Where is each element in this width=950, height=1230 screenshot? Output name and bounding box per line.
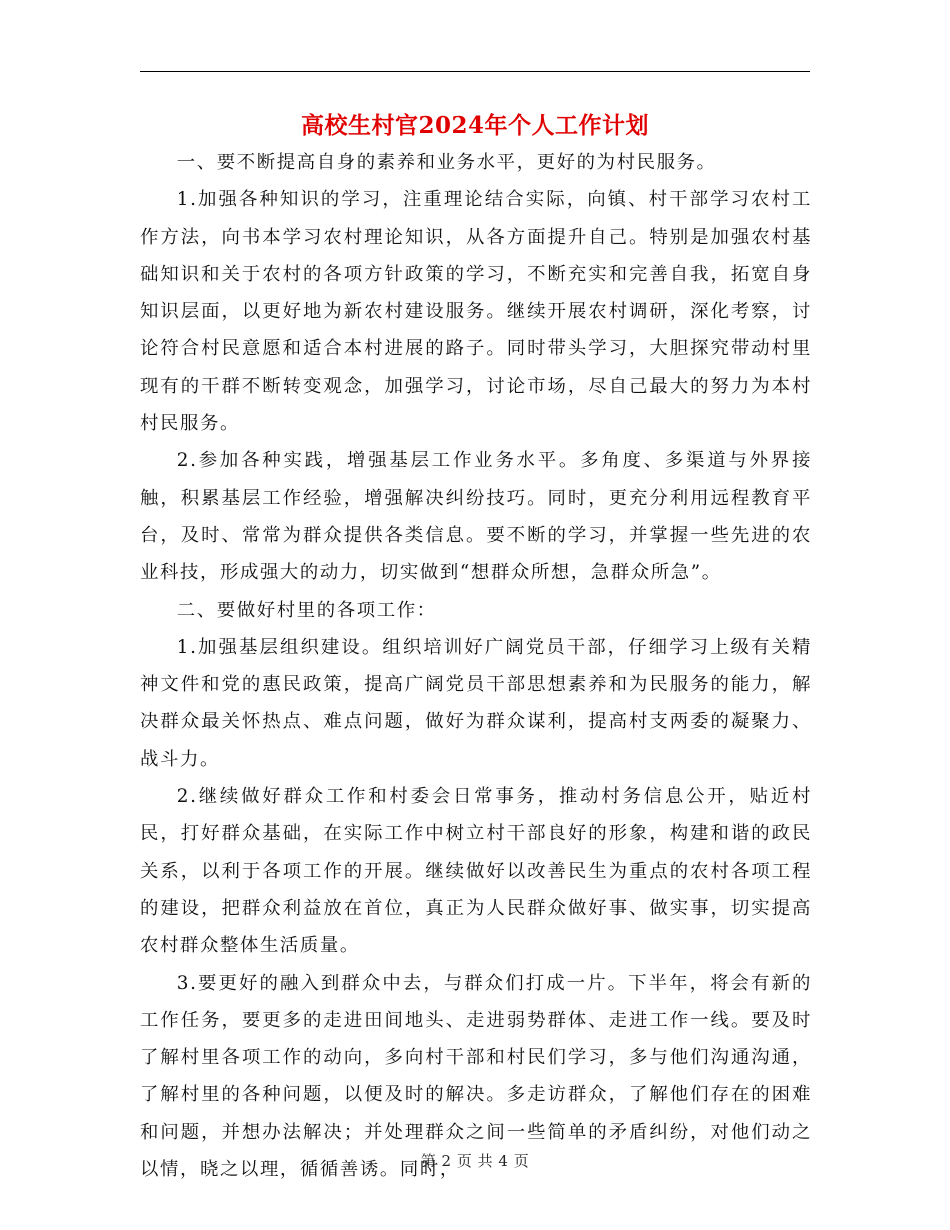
page-footer [0,1150,950,1172]
paragraph-section-2-heading: 二、要做好村里的各项工作： [176,599,437,621]
paragraph-1-2: 2.参加各种实践，增强基层工作业务水平。多角度、多渠道与外界接触，积累基层工作经验，增强解决纠纷技巧。同时，更充分利用远程教育平台，及时、常常为群众提供各类信息。要不断的学习，并掌握一些先进的农业科技，形成强大的动力，切实做到“想群众所想，急群众所急”。 [140,450,812,584]
paragraph-2-2: 2.继续做好群众工作和村委会日常事务，推动村务信息公开，贴近村民，打好群众基础，在实际工作中树立村干部良好的形象，构建和谐的政民关系，以利于各项工作的开展。继续做好以改善民生为重点的农村各项工程的建设，把群众利益放在首位，真正为人民群众做好事、做实事，切实提高农村群众整体生活质量。 [140,786,812,957]
document-body [140,144,812,1188]
header-rule [140,71,810,72]
document-title: 高校生村官2024年个人工作计划 [300,112,649,139]
paragraph-2-3: 3.要更好的融入到群众中去，与群众们打成一片。下半年，将会有新的工作任务，要更多的走进田间地头、走进弱势群体、走进工作一线。要及时了解村里各项工作的动向，多向村干部和村民们学习，多与他们沟通沟通，了解村里的各种问题，以便及时的解决。多走访群众，了解他们存在的困难和问题，并想办法解决；并处理群众之间一些简单的矛盾纠纷，对他们动之以情，晓之以理，循循善诱。同时， [140,972,812,1181]
paragraph-section-1-heading: 一、要不断提高自身的素养和业务水平，更好的为村民服务。 [176,152,717,173]
paragraph-2-1: 1.加强基层组织建设。组织培训好广阔党员干部，仔细学习上级有关精神文件和党的惠民政策，提高广阔党员干部思想素养和为民服务的能力，解决群众最关怀热点、难点问题，做好为群众谋利，提高村支两委的凝聚力、战斗力。 [140,636,812,770]
page-number: 第 2 页 共 4 页 [420,1152,530,1170]
paragraph-1-1: 1.加强各种知识的学习，注重理论结合实际，向镇、村干部学习农村工作方法，向书本学习农村理论知识，从各方面提升自己。特别是加强农村基础知识和关于农村的各项方针政策的学习，不断充实和完善自我，拓宽自身知识层面，以更好地为新农村建设服务。继续开展农村调研，深化考察，讨论符合村民意愿和适合本村进展的路子。同时带头学习，大胆探究带动村里现有的干群不断转变观念，加强学习，讨论市场，尽自己最大的努力为本村村民服务。 [140,189,812,435]
